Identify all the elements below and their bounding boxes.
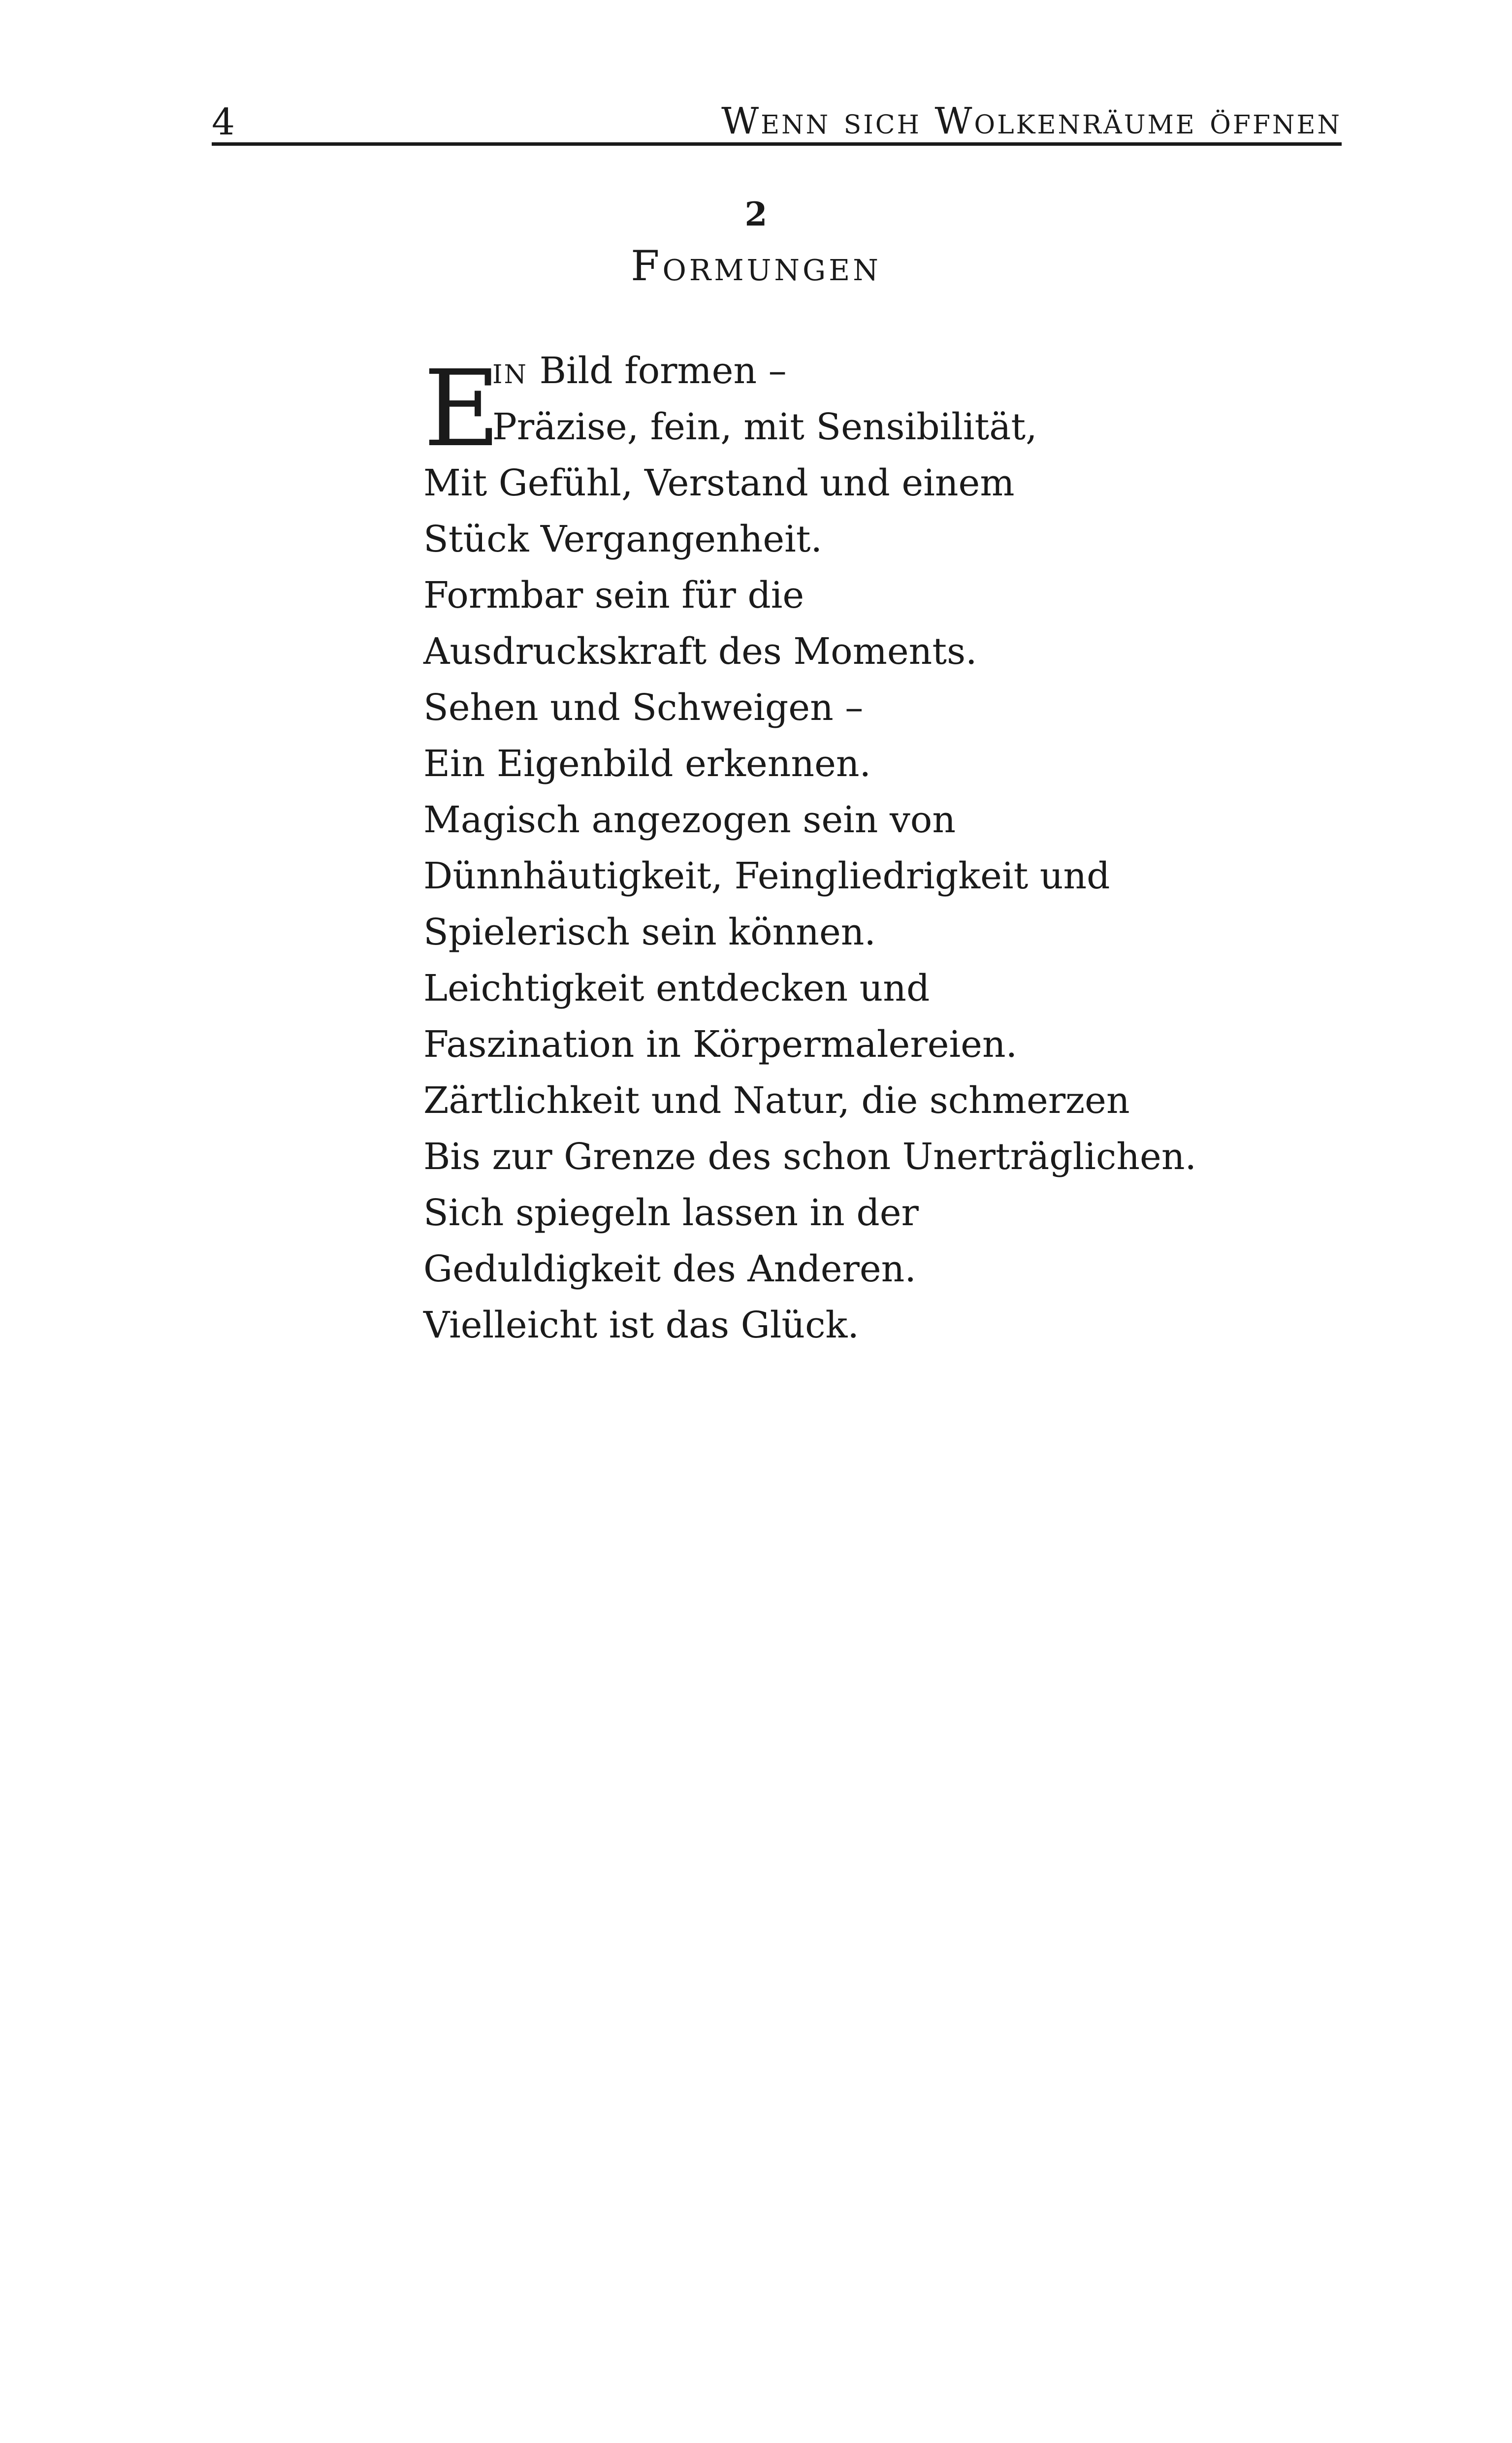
poem-line: Präzise, fein, mit Sensibilität,: [492, 406, 1037, 448]
poem-line: Bis zur Grenze des schon Unerträglichen.: [423, 1136, 1197, 1178]
poem-line: Magisch angezogen sein von: [423, 799, 956, 841]
chapter-title: Formungen: [631, 242, 881, 290]
running-header: [212, 88, 1342, 146]
chapter-number: 2: [744, 195, 768, 233]
poem-line: Stück Vergangenheit.: [423, 518, 823, 560]
poem-line: Mit Gefühl, Verstand und einem: [423, 462, 1015, 504]
poem-line: Ausdruckskraft des Moments.: [423, 630, 977, 673]
poem-line: Sehen und Schweigen –: [423, 686, 864, 729]
poem-line: Faszination in Körpermalereien.: [423, 1023, 1018, 1066]
poem-line: Spielerisch sein können.: [423, 911, 876, 953]
poem-line-text: Bild formen –: [528, 350, 787, 392]
drop-cap: E: [423, 348, 501, 470]
poem-line: Leichtigkeit entdecken und: [423, 967, 930, 1010]
running-title: Wenn sich Wolkenräume öffnen: [721, 100, 1342, 142]
poem-line: Geduldigkeit des Anderen.: [423, 1248, 916, 1290]
poem-line: Formbar sein für die: [423, 574, 804, 617]
poem-line: Sich spiegeln lassen in der: [423, 1192, 919, 1234]
first-word-small-caps: in: [492, 350, 528, 392]
poem-line: Vielleicht ist das Glück.: [423, 1304, 859, 1346]
poem-line: Zärtlichkeit und Natur, die schmerzen: [423, 1079, 1130, 1122]
poem-body: [423, 343, 1359, 1353]
page-number: 4: [212, 101, 235, 143]
poem-line: Dünnhäutigkeit, Feingliedrigkeit und: [423, 855, 1110, 897]
poem-line: Ein Eigenbild erkennen.: [423, 743, 871, 785]
